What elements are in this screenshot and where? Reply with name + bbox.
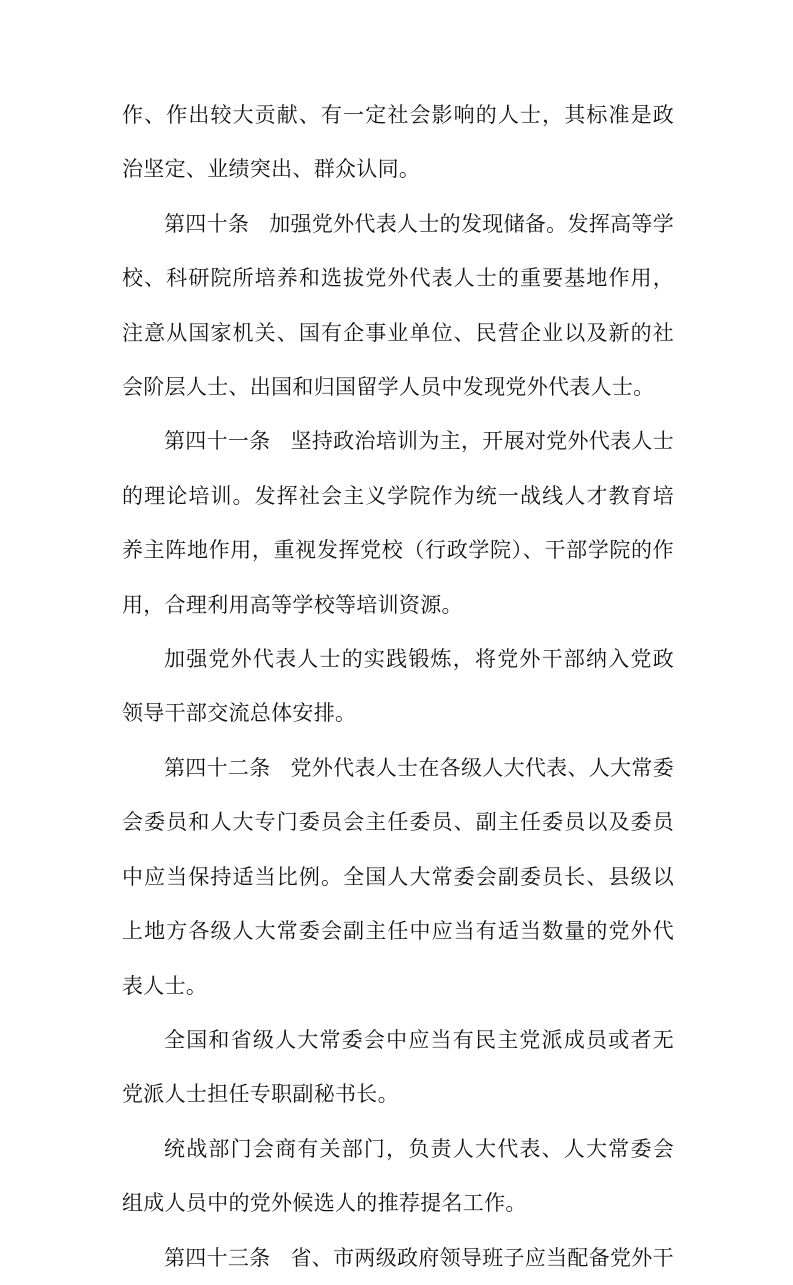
paragraph-text: 省、市两级政府领导班子应当配备党外干	[290, 1245, 674, 1270]
paragraph-text: 作、作出较大贡献、有一定社会影响的人士，其标准是政治坚定、业绩突出、群众认同。	[122, 103, 674, 182]
paragraph-practice-training	[122, 632, 674, 741]
article-number: 第四十一条	[164, 429, 271, 454]
paragraph-article-41	[122, 414, 674, 632]
article-number: 第四十三条	[164, 1245, 271, 1270]
paragraph-text: 加强党外代表人士的实践锻炼，将党外干部纳入党政领导干部交流总体安排。	[122, 647, 674, 726]
paragraph-article-42	[122, 741, 674, 1013]
paragraph-nomination	[122, 1122, 674, 1231]
paragraph-text: 统战部门会商有关部门，负责人大代表、人大常委会组成人员中的党外候选人的推荐提名工作。	[122, 1136, 674, 1216]
paragraph-text: 党外代表人士在各级人大代表、人大常委会委员和人大专门委员会主任委员、副主任委员以及委员中应当保持适当比例。全国人大常委会副委员长、县级以上地方各级人大常委会副主任中应当有适当数量的党外代表人士。	[122, 755, 675, 998]
article-number: 第四十条	[164, 211, 250, 236]
paragraph-text: 全国和省级人大常委会中应当有民主党派成员或者无党派人士担任专职副秘书长。	[122, 1027, 674, 1107]
paragraph-continuation	[122, 88, 674, 197]
paragraph-text: 坚持政治培训为主，开展对党外代表人士的理论培训。发挥社会主义学院作为统一战线人才教育培养主阵地作用，重视发挥党校（行政学院）、干部学院的作用，合理利用高等学校等培训资源。	[122, 429, 675, 617]
document-body	[122, 88, 674, 1285]
article-number: 第四十二条	[164, 755, 271, 780]
paragraph-text: 加强党外代表人士的发现储备。发挥高等学校、科研院所培养和选拔党外代表人士的重要基地作用，注意从国家机关、国有企事业单位、民营企业以及新的社会阶层人士、出国和归国留学人员中发现党外代表人士。	[122, 211, 674, 400]
paragraph-deputy-secretary	[122, 1013, 674, 1122]
paragraph-article-43	[122, 1231, 674, 1285]
paragraph-article-40	[122, 197, 674, 415]
